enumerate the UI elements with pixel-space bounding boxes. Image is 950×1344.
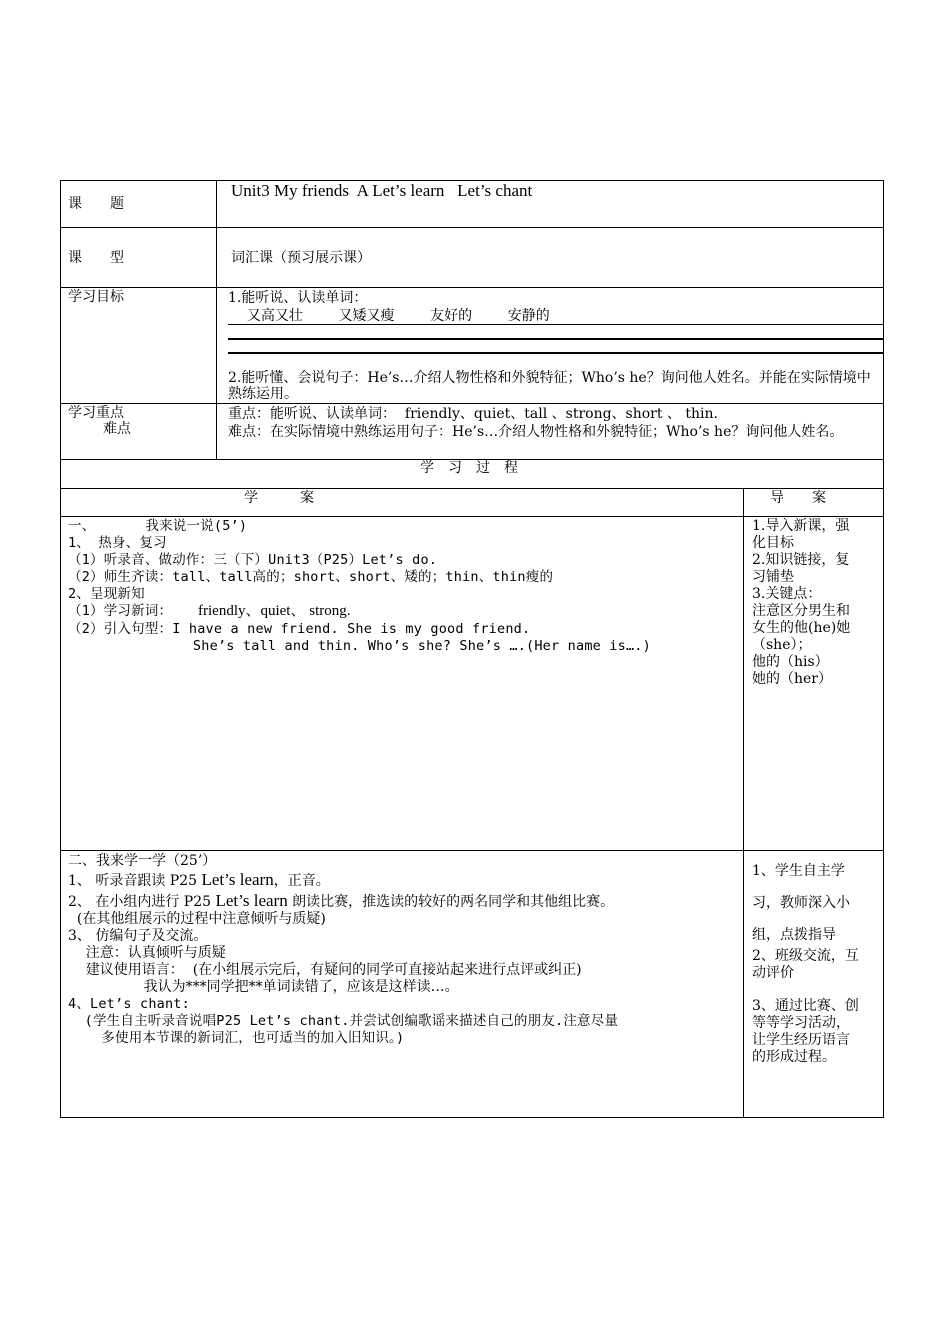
plan-column-header: 学 案 xyxy=(244,490,314,506)
table-border-bottom xyxy=(60,1117,884,1118)
section1-line: （1）学习新词： xyxy=(68,603,173,619)
section1-guide-line: 她的（her） xyxy=(752,671,832,687)
section2-line: 多使用本节课的新词汇，也可适当的加入旧知识。) xyxy=(68,1030,405,1046)
section2-line xyxy=(68,872,330,889)
goal-words: 又高又壮 又矮又瘦 友好的 安静的 xyxy=(238,308,550,324)
difficulty-label: 难点 xyxy=(103,421,131,437)
guide-column-divider xyxy=(743,488,744,1118)
lets-learn-text: Let’s learn xyxy=(201,870,274,889)
topic-value: Unit3 My friends A Let’s learn Let’s chant xyxy=(231,181,533,200)
row-divider xyxy=(60,227,884,228)
process-title: 学 习 过 程 xyxy=(420,460,518,476)
section2-line: (在其他组展示的过程中注意倾听与质疑) xyxy=(68,911,326,927)
goal-line-2: 2.能听懂、会说句子：He’s…介绍人物性格和外貌特征；Who’s he？询问他人姓名。并能在实际情境中熟练运用。 xyxy=(228,370,871,402)
row-divider xyxy=(60,287,884,288)
type-value: 词汇课（预习展示课） xyxy=(231,250,371,266)
goal-underline xyxy=(228,324,883,325)
section1-line: 1、 热身、复习 xyxy=(68,535,167,551)
section1-guide-line: 注意区分男生和 xyxy=(752,603,850,619)
section2-guide-line: 组，点拨指导 xyxy=(752,927,836,943)
section1-guide-line: 女生的他(he)她 xyxy=(752,620,851,636)
section2-line: 3、 仿编句子及交流。 xyxy=(68,928,208,944)
key-label: 学习重点 xyxy=(68,405,124,421)
section1-guide-line: 3.关键点： xyxy=(752,586,822,602)
section2-guide-line: 2、班级交流，互 xyxy=(752,948,859,964)
goal-label: 学习目标 xyxy=(68,289,124,305)
label-column-divider xyxy=(216,180,217,459)
table-border-right xyxy=(883,180,884,1118)
section2-line: 我认为***同学把**单词读错了，应该是这样读…。 xyxy=(68,979,459,995)
section1-line: （2）师生齐读：tall、tall高的；short、short、矮的；thin、thin瘦的 xyxy=(68,569,554,585)
section1-guide-line: 2.知识链接，复 xyxy=(752,552,850,568)
lets-learn-text: Let’s learn xyxy=(215,891,288,910)
section1-guide-line: 他的（his） xyxy=(752,654,829,670)
table-border-left xyxy=(60,180,61,1118)
section1-guide-line: 化目标 xyxy=(752,535,794,551)
section2-guide-line: 等等学习活动， xyxy=(752,1015,850,1031)
key-value: 重点：能听说、认读单词： friendly、quiet、tall 、strong、short 、 thin. xyxy=(228,406,718,422)
section2-guide-line: 的形成过程。 xyxy=(752,1049,836,1065)
section2-text: 2、 在小组内进行 P25 xyxy=(68,894,216,910)
goal-underline xyxy=(228,338,883,340)
section1-guide-line: 1.导入新课，强 xyxy=(752,518,850,534)
topic-label: 课 题 xyxy=(68,196,124,212)
section1-guide-line: 习铺垫 xyxy=(752,569,794,585)
difficulty-value: 难点：在实际情境中熟练运用句子：He’s…介绍人物性格和外貌特征；Who’s he？询问他人姓名。 xyxy=(228,424,844,440)
row-divider xyxy=(60,488,884,489)
row-divider xyxy=(60,516,884,517)
section2-guide-line: 3、通过比赛、创 xyxy=(752,998,859,1014)
section1-line: （2）引入句型：I have a new friend. She is my good friend. xyxy=(68,621,531,637)
section2-line: (学生自主听录音说唱P25 Let’s chant.并尝试创编歌谣来描述自己的朋友.注意尽量 xyxy=(68,1013,619,1029)
section2-guide-line: 习，教师深入小 xyxy=(752,895,850,911)
section2-text: 朗读比赛，推选读的较好的两名同学和其他组比赛。 xyxy=(287,894,615,910)
section2-line: 4、Let’s chant: xyxy=(68,996,190,1012)
section1-line: 2、呈现新知 xyxy=(68,586,145,602)
section1-line: （1）听录音、做动作：三（下）Unit3（P25）Let’s do. xyxy=(68,552,438,568)
row-divider xyxy=(60,850,884,851)
guide-column-header: 导 案 xyxy=(770,490,826,506)
section2-text: ，正音。 xyxy=(273,873,330,889)
section1-line: She’s tall and thin. Who’s she? She’s ….(Her name is….) xyxy=(68,638,651,654)
section2-guide-line: 动评价 xyxy=(752,965,794,981)
section2-guide-line: 让学生经历语言 xyxy=(752,1032,850,1048)
section2-text: 1、 听录音跟读 P25 xyxy=(68,873,202,889)
section2-line: 建议使用语言： (在小组展示完后，有疑问的同学可直接站起来进行点评或纠正) xyxy=(68,962,582,978)
section2-line: 注意：认真倾听与质疑 xyxy=(68,945,226,961)
goal-line-1: 1.能听说、认读单词： xyxy=(228,290,368,306)
section2-line xyxy=(68,893,614,910)
type-label: 课 型 xyxy=(68,250,124,266)
section1-new-words: friendly、quiet、 strong. xyxy=(198,603,351,619)
goal-underline xyxy=(228,352,883,354)
section2-guide-line: 1、学生自主学 xyxy=(752,863,845,879)
section1-line: 一、 我来说一说(5’) xyxy=(68,518,248,534)
section2-heading: 二、我来学一学（25’） xyxy=(68,853,217,869)
section1-guide-line: （she）； xyxy=(752,637,812,653)
row-divider xyxy=(60,403,884,404)
